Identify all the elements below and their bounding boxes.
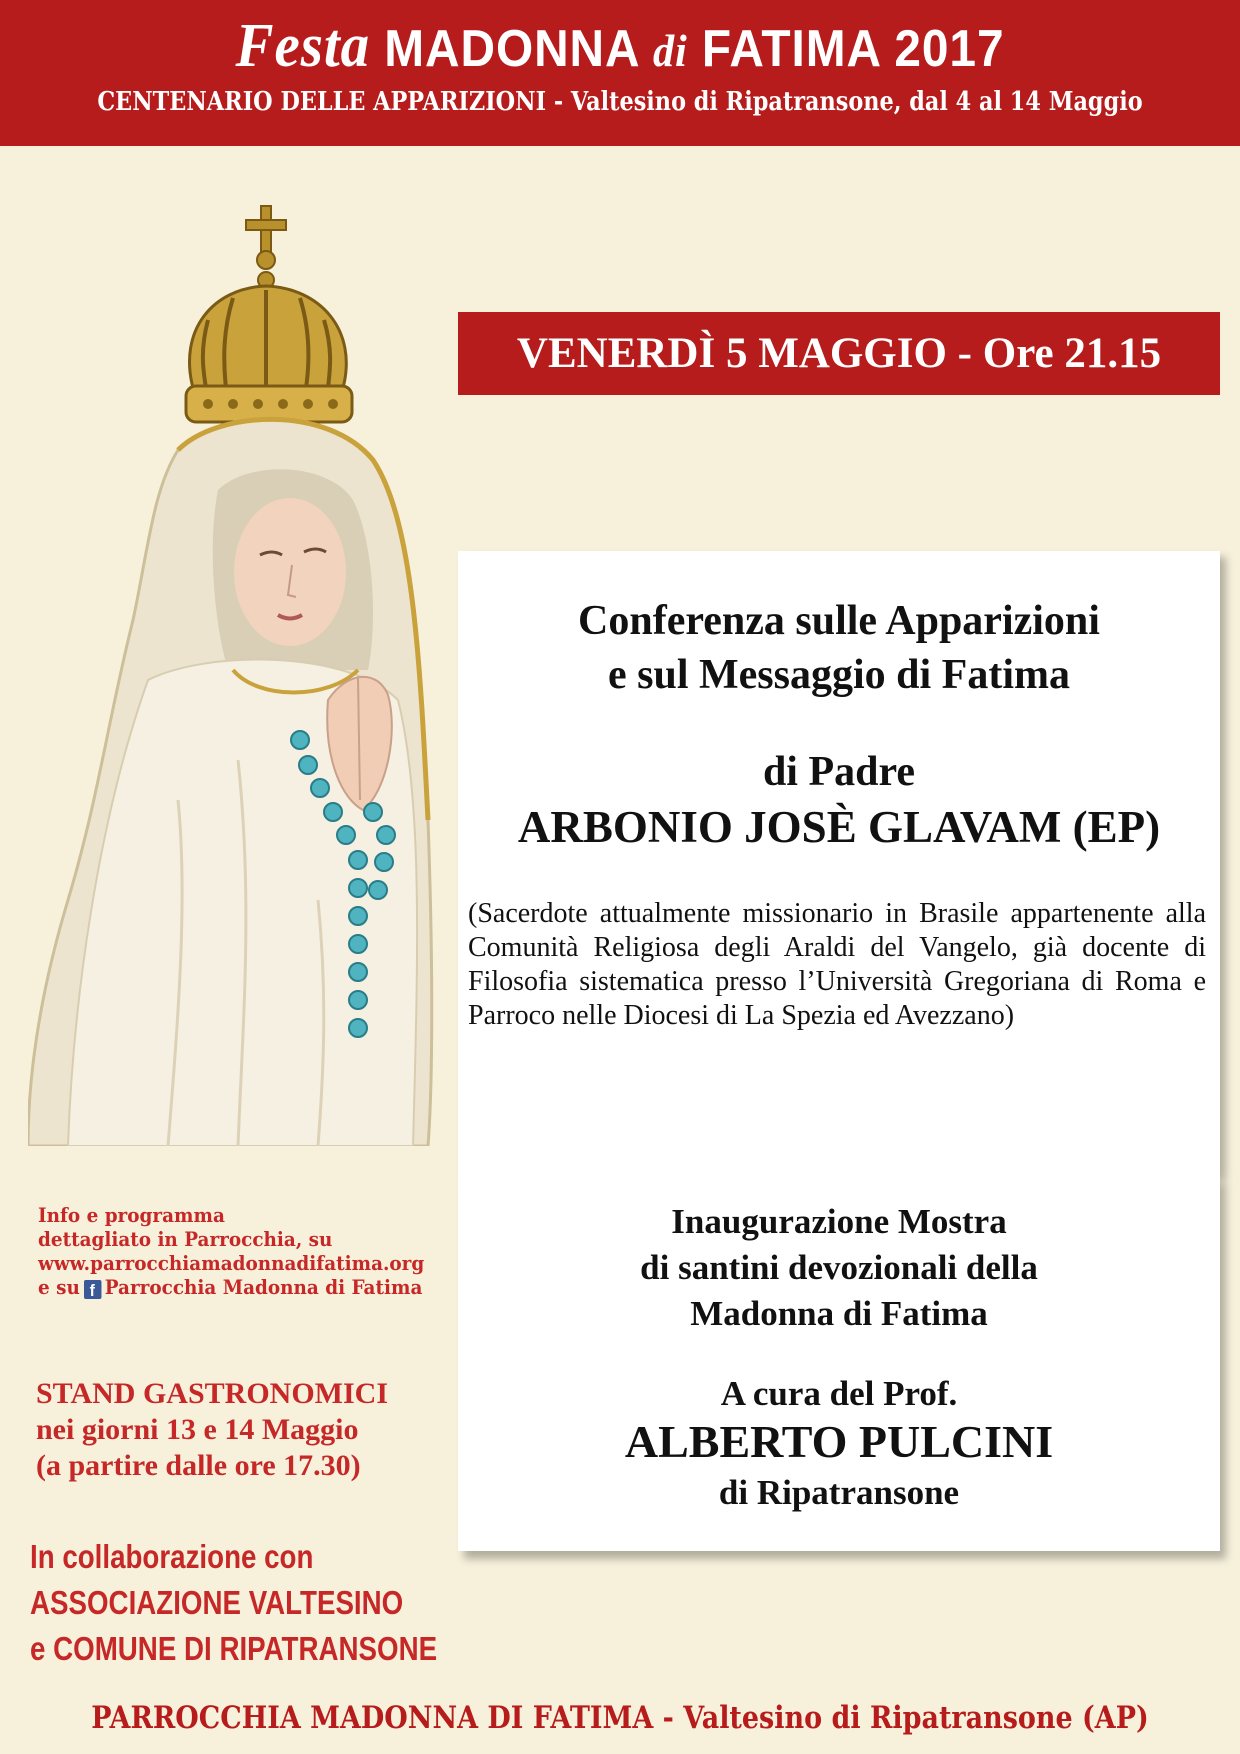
conference-card bbox=[458, 551, 1220, 1175]
info-line1: Info e programma bbox=[38, 1203, 225, 1227]
speaker-name: ARBONIO JOSÈ GLAVAM (EP) bbox=[517, 802, 1161, 852]
exhibition-card bbox=[458, 1175, 1220, 1551]
facebook-icon: f bbox=[84, 1280, 101, 1299]
curator-prefix: A cura del Prof. bbox=[720, 1374, 958, 1413]
exhibition-line3: Madonna di Fatima bbox=[690, 1294, 988, 1333]
stand-line2: nei giorni 13 e 14 Maggio bbox=[36, 1413, 359, 1446]
facebook-line bbox=[38, 1275, 424, 1299]
conference-title bbox=[458, 594, 1220, 702]
curator-name: ALBERTO PULCINI bbox=[624, 1416, 1054, 1467]
speaker-prefix: di Padre bbox=[762, 749, 916, 795]
conference-title-line2: e sul Messaggio di Fatima bbox=[608, 652, 1070, 698]
website-link[interactable]: www.parrocchiamadonnadifatima.org bbox=[38, 1251, 425, 1275]
stand-line1: STAND GASTRONOMICI bbox=[36, 1377, 388, 1410]
exhibition-title bbox=[458, 1199, 1220, 1337]
stand-line3: (a partire dalle ore 17.30) bbox=[36, 1449, 361, 1482]
collab-line2: ASSOCIAZIONE VALTESINO bbox=[30, 1584, 404, 1621]
collab-line1: In collaborazione con bbox=[30, 1538, 314, 1575]
collaboration-block bbox=[30, 1534, 437, 1672]
header-banner bbox=[0, 0, 1240, 146]
event-title bbox=[50, 12, 1191, 81]
title-madonna: MADONNA bbox=[384, 20, 639, 78]
footer-parish: PARROCCHIA MADONNA DI FATIMA - Valtesino di Ripatransone (AP) bbox=[91, 1700, 1149, 1736]
info-line2: dettagliato in Parrocchia, su bbox=[38, 1227, 333, 1251]
conference-title-line1: Conferenza sulle Apparizioni bbox=[578, 598, 1100, 644]
speaker-bio: (Sacerdote attualmente missionario in Brasile appartenente alla Comunità Religiosa degli Araldi del Vangelo, già docente di Filosofia sistematica presso l’Università Gregoriana di Roma e Parroco nelle Diocesi di La Spezia ed Avezzano) bbox=[468, 898, 1206, 1031]
collab-line3: e COMUNE DI RIPATRANSONE bbox=[30, 1630, 438, 1667]
title-di: di bbox=[652, 25, 688, 76]
facebook-page-link[interactable]: Parrocchia Madonna di Fatima bbox=[104, 1275, 423, 1299]
event-date-banner: VENERDÌ 5 MAGGIO - Ore 21.15 bbox=[458, 312, 1220, 395]
stand-block bbox=[36, 1376, 388, 1484]
exhibition-line2: di santini devozionali della bbox=[640, 1248, 1038, 1287]
madonna-statue-image bbox=[28, 200, 458, 1146]
festa-word: Festa bbox=[235, 12, 371, 80]
info-block bbox=[38, 1203, 424, 1299]
exhibition-line1: Inaugurazione Mostra bbox=[671, 1202, 1007, 1241]
event-subtitle: CENTENARIO DELLE APPARIZIONI - Valtesino di Ripatransone, dal 4 al 14 Maggio bbox=[97, 87, 1143, 117]
curator-place: di Ripatransone bbox=[718, 1473, 960, 1512]
title-fatima-year: FATIMA 2017 bbox=[701, 20, 1005, 78]
facebook-prefix: e su bbox=[38, 1275, 80, 1299]
